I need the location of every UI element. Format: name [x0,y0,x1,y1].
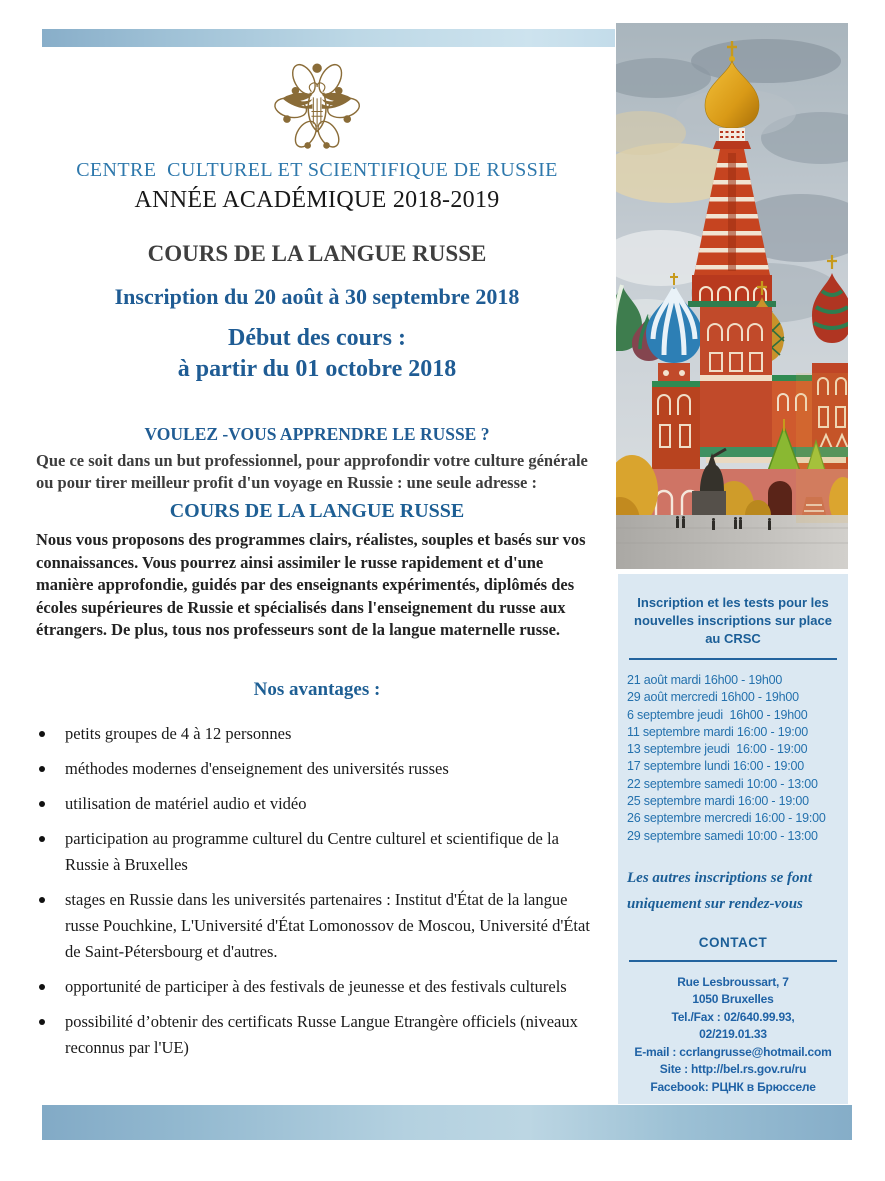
schedule-item: 22 septembre samedi 10:00 - 13:00 [627,776,818,791]
st-basils-cathedral-illustration [616,23,848,569]
appointment-note-line: uniquement sur rendez-vous [627,895,803,912]
advantage-item: stages en Russie dans les universités partenaires : Institut d'État de la langue russe Pouchkine, L'Université d'État Lomonossov de Moscou, Université d'État de Saint-Pétersbourg et d'autres. [36,887,598,965]
schedule-heading: Inscription et les tests pour les nouvelles inscriptions sur place au CRSC [634,595,832,646]
description-paragraph: Nous vous proposons des programmes clairs, réalistes, souples et basés sur vos connaissances. Vous pourrez ainsi assimiler le russe rapidement et d'une manière approfondie, guidés par des enseignants expérimentés, diplômés des écoles supérieures de Russie et spécialisés dans l'enseignement du russe aux étrangers. De plus, tous nos professeurs sont de la langue maternelle russe. [36,530,586,639]
intro-paragraph: Que ce soit dans un but professionnel, pour approfondir votre culture générale ou pour tirer meilleur profit d'un voyage en Russie : une seule adresse : [36,451,588,492]
academic-year-title: ANNÉE ACADÉMIQUE 2018-2019 [134,187,500,213]
question-heading: VOULEZ -VOUS APPRENDRE LE RUSSE ? [144,424,490,444]
org-logo [36,55,598,155]
appointment-note [627,865,839,917]
schedule-list [627,672,839,845]
contact-line: Rue Lesbroussart, 7 [677,974,789,989]
schedule-item: 26 septembre mercredi 16:00 - 19:00 [627,811,826,826]
schedule-item: 17 septembre lundi 16:00 - 19:00 [627,759,805,774]
schedule-item: 29 septembre samedi 10:00 - 13:00 [627,828,818,843]
advantages-heading: Nos avantages : [253,678,381,700]
sidebar-divider-2 [629,960,837,962]
contact-line: Facebook: РЦНК в Брюсселе [650,1079,816,1094]
contact-info [627,974,839,1097]
schedule-item: 11 septembre mardi 16:00 - 19:00 [627,724,808,739]
advantage-item: opportunité de participer à des festivals de jeunesse et des festivals culturels [36,974,598,1000]
schedule-item: 21 août mardi 16h00 - 19h00 [627,673,783,687]
contact-line: Site : http://bel.rs.gov.ru/ru [659,1062,807,1077]
advantage-item: participation au programme culturel du Centre culturel et scientifique de la Russie à Bruxelles [36,826,598,878]
contact-line: 02/219.01.33 [699,1027,767,1042]
advantage-item: petits groupes de 4 à 12 personnes [36,721,598,747]
rossotrudnichestvo-emblem-icon [270,55,364,153]
contact-line: 1050 Bruxelles [692,992,774,1007]
appointment-note-line: Les autres inscriptions se font [627,869,813,886]
schedule-item: 13 septembre jeudi 16:00 - 19:00 [627,742,808,757]
info-sidebar [618,574,848,1104]
course-title: COURS DE LA LANGUE RUSSE [147,241,487,266]
contact-heading: CONTACT [698,934,768,950]
advantage-item: possibilité d’obtenir des certificats Russe Langue Etrangère officiels (niveaux reconnus par l'UE) [36,1009,598,1061]
st-basils-photo [616,23,848,569]
course-start-line2: à partir du 01 octobre 2018 [177,356,457,382]
sidebar-divider [629,658,837,660]
advantages-list [36,721,598,1061]
advantage-item: utilisation de matériel audio et vidéo [36,791,598,817]
contact-line: Tel./Fax : 02/640.99.93, [671,1009,795,1024]
course-start-dates [36,323,598,385]
schedule-item: 6 septembre jeudi 16h00 - 19h00 [627,707,808,722]
inscription-period: Inscription du 20 août à 30 septembre 2018 [114,284,520,309]
main-column [36,55,598,1070]
bottom-accent-bar [42,1105,852,1140]
org-title: CENTRE CULTUREL ET SCIENTIFIQUE DE RUSSIE [76,159,558,181]
contact-line: E-mail : ccrlangrusse@hotmail.com [634,1044,832,1059]
course-start-line1: Début des cours : [228,325,406,351]
advantage-item: méthodes modernes d'enseignement des universités russes [36,756,598,782]
course-subheading: COURS DE LA LANGUE RUSSE [169,500,465,522]
top-accent-bar [42,29,615,47]
schedule-item: 29 août mercredi 16h00 - 19h00 [627,690,799,705]
schedule-item: 25 septembre mardi 16:00 - 19:00 [627,794,809,809]
